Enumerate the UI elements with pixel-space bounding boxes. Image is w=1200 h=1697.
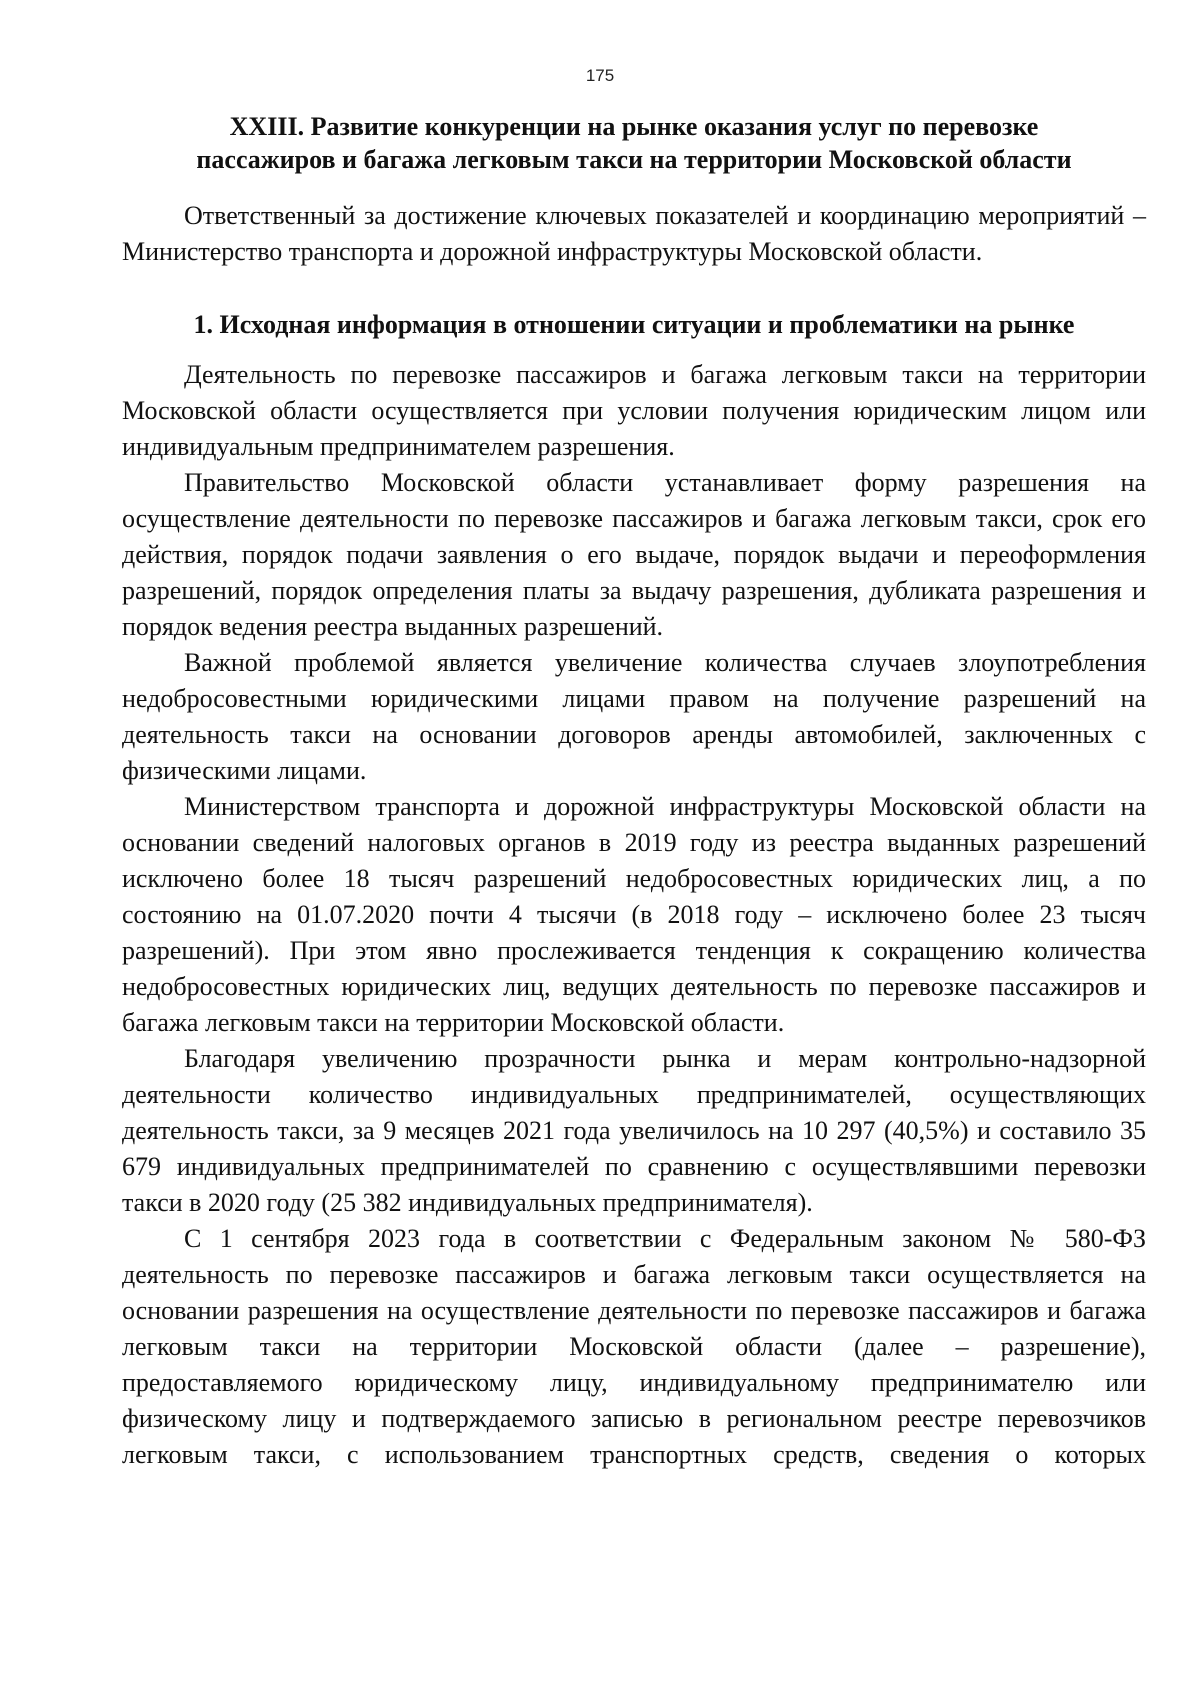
section-heading-line-2: пассажиров и багажа легковым такси на территории Московской области xyxy=(196,145,1072,174)
section-heading-line-1: XXIII. Развитие конкуренции на рынке оказания услуг по перевозке xyxy=(229,112,1039,141)
paragraph-2: Правительство Московской области устанавливает форму разрешения на осуществление деятельности по перевозке пассажиров и багажа легковым такси, срок его действия, порядок подачи заявления о его выдаче, порядок выдачи и переоформления разрешений, порядок определения платы за выдачу разрешения, дубликата разрешения и порядок ведения реестра выданных разрешений. xyxy=(122,468,1146,641)
paragraph-5: Благодаря увеличению прозрачности рынка и мерам контрольно-надзорной деятельности количество индивидуальных предпринимателей, осуществляющих деятельность такси, за 9 месяцев 2021 года увеличилось на 10 297 (40,5%) и составило 35 679 индивидуальных предпринимателей по сравнению с осуществлявшими перевозки такси в 2020 году (25 382 индивидуальных предпринимателя). xyxy=(122,1044,1146,1217)
paragraph-3: Важной проблемой является увеличение количества случаев злоупотребления недобросовестными юридическими лицами правом на получение разрешений на деятельность такси на основании договоров аренды автомобилей, заключенных с физическими лицами. xyxy=(122,648,1146,785)
paragraph-1: Деятельность по перевозке пассажиров и багажа легковым такси на территории Московской области осуществляется при условии получения юридическим лицом или индивидуальным предпринимателем разрешения. xyxy=(122,360,1146,461)
section-heading xyxy=(122,110,1146,176)
paragraph-6: С 1 сентября 2023 года в соответствии с Федеральным законом № 580-ФЗ деятельность по перевозке пассажиров и багажа легковым такси осуществляется на основании разрешения на осуществление деятельности по перевозке пассажиров и багажа легковым такси на территории Московской области (далее – разрешение), предоставляемого юридическому лицу, индивидуальному предпринимателю или физическому лицу и подтверждаемого записью в региональном реестре перевозчиков легковым такси, с использованием транспортных средств, сведения о которых xyxy=(122,1224,1146,1469)
page-number: 175 xyxy=(585,66,615,85)
page-content xyxy=(122,100,1146,1473)
paragraph-4: Министерством транспорта и дорожной инфраструктуры Московской области на основании сведений налоговых органов в 2019 году из реестра выданных разрешений исключено более 18 тысяч разрешений недобросовестных юридических лиц, а по состоянию на 01.07.2020 почти 4 тысячи (в 2018 году – исключено более 23 тысяч разрешений). При этом явно прослеживается тенденция к сокращению количества недобросовестных юридических лиц, ведущих деятельность по перевозке пассажиров и багажа легковым такси на территории Московской области. xyxy=(122,792,1146,1037)
responsible-paragraph: Ответственный за достижение ключевых показателей и координацию мероприятий – Министерство транспорта и дорожной инфраструктуры Московской области. xyxy=(122,201,1146,266)
subsection-title: 1. Исходная информация в отношении ситуации и проблематики на рынке xyxy=(193,310,1075,339)
